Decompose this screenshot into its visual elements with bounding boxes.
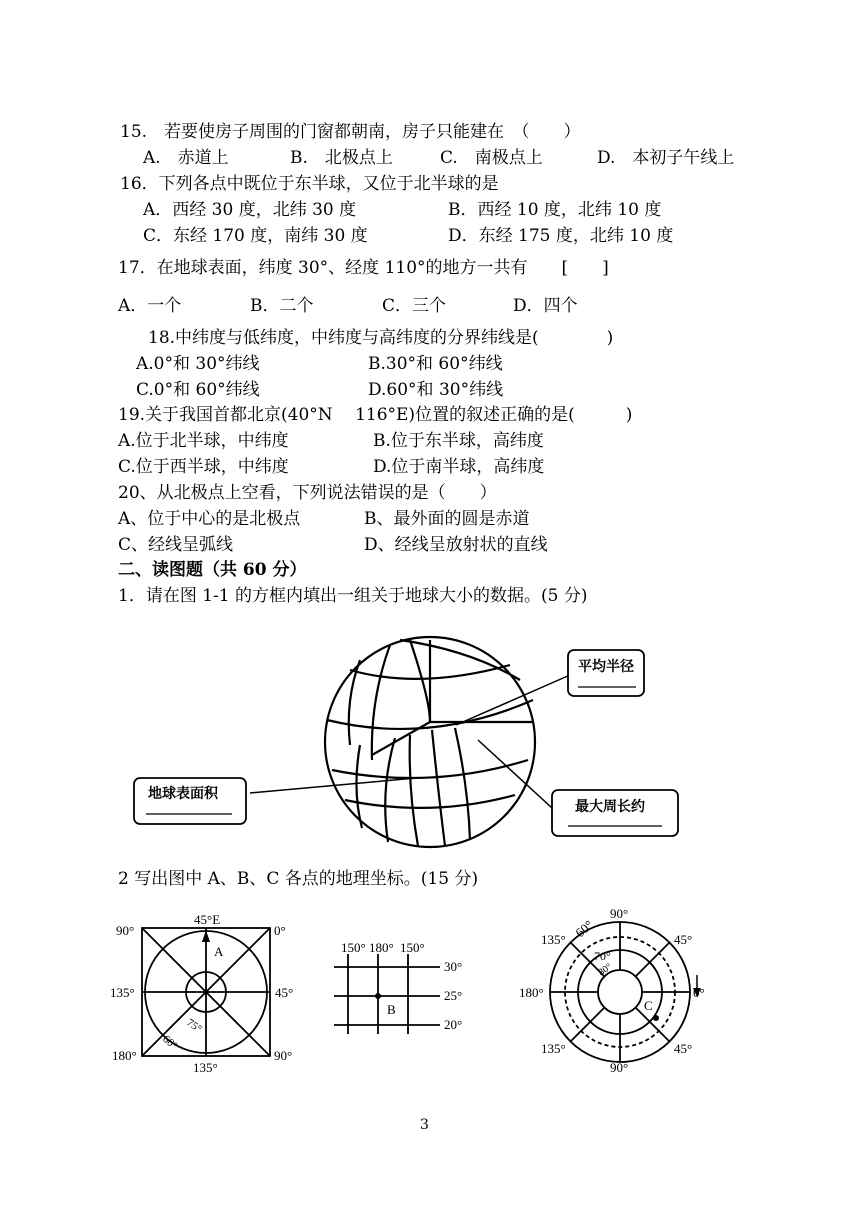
- map-c-left-label: 180°: [519, 985, 544, 1000]
- q20-option-d: D、经线呈放射状的直线: [364, 535, 548, 555]
- map-b-lat-1: 30°: [444, 959, 463, 974]
- map-c-top-label: 90°: [610, 906, 629, 921]
- map-a-lat-75: 75°: [184, 1016, 204, 1036]
- q19-option-b: B.位于东半球，高纬度: [373, 431, 544, 451]
- q20-option-a: A、位于中心的是北极点: [118, 509, 301, 529]
- q15-option-c: C. 南极点上: [440, 148, 543, 168]
- map-c-lat-60: 60°: [572, 917, 596, 941]
- circumference-label: 最大周长约: [575, 800, 645, 815]
- q17-option-c: C．三个: [382, 296, 447, 316]
- map-c-tl-label: 135°: [541, 932, 566, 947]
- q20-option-c: C、经线呈弧线: [118, 535, 234, 555]
- q18-option-c: C.0°和 60°纬线: [136, 380, 260, 400]
- reading-q2: 2 写出图中 A、B、C 各点的地理坐标。(15 分): [118, 869, 479, 889]
- q18-stem: 18.中纬度与低纬度，中纬度与高纬度的分界纬线是( ): [148, 328, 614, 348]
- map-a-lat-60: 60°: [160, 1033, 180, 1053]
- q19-option-a: A.位于北半球，中纬度: [118, 431, 289, 451]
- q15-stem: 15. 若要使房子周围的门窗都朝南，房子只能建在 （ ）: [120, 122, 581, 142]
- q16-option-d: D．东经 175 度，北纬 10 度: [448, 226, 674, 246]
- map-b-lon-2: 180°: [369, 940, 394, 955]
- map-c-point-c: C: [644, 998, 653, 1013]
- q18-option-a: A.0°和 30°纬线: [136, 354, 260, 374]
- map-b-lat-3: 20°: [444, 1017, 463, 1032]
- map-a-left-label: 135°: [110, 985, 135, 1000]
- map-a-right-label: 45°: [275, 985, 294, 1000]
- area-label: 地球表面积: [148, 787, 218, 802]
- map-a-tr-label: 0°: [274, 923, 286, 938]
- q15-option-d: D. 本初子午线上: [597, 148, 735, 168]
- map-b-lat-2: 25°: [444, 988, 463, 1003]
- q18-option-d: D.60°和 30°纬线: [368, 380, 504, 400]
- reading-q1: 1．请在图 1-1 的方框内填出一组关于地球大小的数据。(5 分): [118, 586, 588, 606]
- map-b-lon-1: 150°: [341, 940, 366, 955]
- q15-option-b: B. 北极点上: [290, 148, 393, 168]
- q17-option-b: B．二个: [250, 296, 314, 316]
- map-c-br-label: 45°: [674, 1041, 693, 1056]
- q17-option-a: A．一个: [118, 296, 182, 316]
- map-a-point-a: A: [214, 944, 224, 959]
- q17-stem: 17．在地球表面，纬度 30°、经度 110°的地方一共有 [ ]: [118, 258, 609, 278]
- q20-option-b: B、最外面的圆是赤道: [364, 509, 530, 529]
- q18-option-b: B.30°和 60°纬线: [368, 354, 503, 374]
- map-a-top-label: 45°E: [194, 912, 221, 927]
- map-c-bottom-label: 90°: [610, 1060, 629, 1075]
- q20-stem: 20、从北极点上空看，下列说法错误的是（ ）: [118, 483, 497, 503]
- map-a-bl-label: 180°: [112, 1048, 137, 1063]
- q16-stem: 16．下列各点中既位于东半球，又位于北半球的是: [120, 174, 499, 194]
- map-a-tl-label: 90°: [116, 923, 135, 938]
- map-c-lat-70: 70°: [594, 949, 611, 963]
- q16-option-b: B．西经 10 度，北纬 10 度: [448, 200, 662, 220]
- map-a-bottom-label: 135°: [193, 1060, 218, 1075]
- q17-option-d: D．四个: [513, 296, 578, 316]
- section2-title: 二、读图题（共 60 分）: [118, 560, 307, 580]
- q19-option-d: D.位于南半球，高纬度: [373, 457, 545, 477]
- map-b-lon-3: 150°: [400, 940, 425, 955]
- page-number: 3: [420, 1117, 429, 1133]
- map-a-br-label: 90°: [274, 1048, 293, 1063]
- q15-option-a: A. 赤道上: [143, 148, 229, 168]
- map-c-right-label: 0°: [693, 985, 705, 1000]
- map-b-point-b: B: [387, 1002, 396, 1017]
- map-c-bl-label: 135°: [541, 1041, 566, 1056]
- q19-stem: 19.关于我国首都北京(40°N 116°E)位置的叙述正确的是( ): [118, 405, 633, 425]
- q19-option-c: C.位于西半球，中纬度: [118, 457, 289, 477]
- map-c-tr-label: 45°: [674, 932, 693, 947]
- q16-option-a: A．西经 30 度，北纬 30 度: [143, 200, 357, 220]
- radius-label: 平均半径: [578, 660, 634, 675]
- map-c-lat-80: 80°: [596, 961, 615, 979]
- q16-option-c: C．东经 170 度，南纬 30 度: [143, 226, 368, 246]
